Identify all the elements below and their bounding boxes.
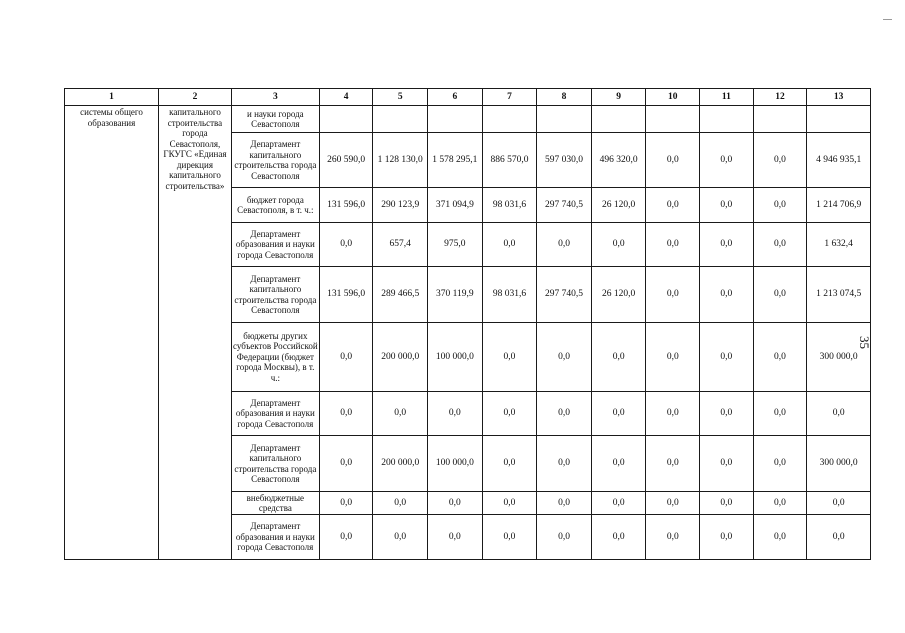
value-cell: 0,0 bbox=[319, 515, 373, 560]
header-cell: 10 bbox=[646, 89, 700, 106]
value-cell bbox=[646, 106, 700, 133]
value-cell: 657,4 bbox=[373, 223, 428, 267]
value-cell: 260 590,0 bbox=[319, 133, 373, 188]
value-cell: 1 213 074,5 bbox=[807, 267, 871, 323]
value-cell: 26 120,0 bbox=[591, 267, 646, 323]
value-cell: 0,0 bbox=[646, 323, 700, 392]
value-cell: 0,0 bbox=[591, 436, 646, 492]
funding-source-cell: бюджет города Севастополя, в т. ч.: bbox=[231, 188, 319, 223]
value-cell: 0,0 bbox=[482, 323, 537, 392]
value-cell: 98 031,6 bbox=[482, 188, 537, 223]
value-cell: 0,0 bbox=[319, 436, 373, 492]
value-cell bbox=[753, 106, 807, 133]
value-cell: 0,0 bbox=[428, 515, 483, 560]
header-cell: 9 bbox=[591, 89, 646, 106]
value-cell: 0,0 bbox=[537, 223, 592, 267]
value-cell: 0,0 bbox=[428, 392, 483, 436]
value-cell: 0,0 bbox=[753, 492, 807, 515]
value-cell: 0,0 bbox=[646, 133, 700, 188]
header-cell: 12 bbox=[753, 89, 807, 106]
value-cell: 0,0 bbox=[646, 492, 700, 515]
value-cell: 886 570,0 bbox=[482, 133, 537, 188]
funding-source-cell: Департамент образования и науки города Севастополя bbox=[231, 223, 319, 267]
value-cell: 0,0 bbox=[807, 515, 871, 560]
value-cell: 0,0 bbox=[700, 267, 754, 323]
value-cell: 0,0 bbox=[482, 515, 537, 560]
table-row bbox=[65, 106, 871, 133]
value-cell: 200 000,0 bbox=[373, 323, 428, 392]
value-cell: 0,0 bbox=[646, 267, 700, 323]
value-cell bbox=[591, 106, 646, 133]
value-cell: 0,0 bbox=[807, 392, 871, 436]
value-cell: 0,0 bbox=[700, 515, 754, 560]
program-name-cell: системы общего образования bbox=[65, 106, 159, 560]
value-cell: 297 740,5 bbox=[537, 267, 592, 323]
funding-source-cell: Департамент образования и науки города Севастополя bbox=[231, 392, 319, 436]
funding-source-cell: Департамент образования и науки города Севастополя bbox=[231, 515, 319, 560]
value-cell: 0,0 bbox=[700, 323, 754, 392]
header-cell: 5 bbox=[373, 89, 428, 106]
funding-source-cell: бюджеты других субъектов Российской Федерации (бюджет города Москвы), в т. ч.: bbox=[231, 323, 319, 392]
value-cell: 0,0 bbox=[482, 436, 537, 492]
value-cell: 0,0 bbox=[428, 492, 483, 515]
value-cell: 131 596,0 bbox=[319, 267, 373, 323]
value-cell: 0,0 bbox=[753, 188, 807, 223]
header-cell: 4 bbox=[319, 89, 373, 106]
value-cell: 300 000,0 bbox=[807, 323, 871, 392]
value-cell: 0,0 bbox=[591, 223, 646, 267]
value-cell: 0,0 bbox=[319, 223, 373, 267]
value-cell: 0,0 bbox=[753, 323, 807, 392]
value-cell: 289 466,5 bbox=[373, 267, 428, 323]
funding-source-cell: и науки города Севастополя bbox=[231, 106, 319, 133]
header-cell: 8 bbox=[537, 89, 592, 106]
value-cell bbox=[807, 106, 871, 133]
value-cell: 0,0 bbox=[482, 392, 537, 436]
value-cell: 0,0 bbox=[646, 188, 700, 223]
value-cell: 1 578 295,1 bbox=[428, 133, 483, 188]
header-cell: 1 bbox=[65, 89, 159, 106]
value-cell: 4 946 935,1 bbox=[807, 133, 871, 188]
value-cell: 371 094,9 bbox=[428, 188, 483, 223]
value-cell: 1 632,4 bbox=[807, 223, 871, 267]
value-cell: 975,0 bbox=[428, 223, 483, 267]
table-body bbox=[65, 89, 871, 560]
header-cell: 6 bbox=[428, 89, 483, 106]
header-cell: 13 bbox=[807, 89, 871, 106]
value-cell: 0,0 bbox=[753, 223, 807, 267]
value-cell: 98 031,6 bbox=[482, 267, 537, 323]
value-cell: 297 740,5 bbox=[537, 188, 592, 223]
value-cell: 0,0 bbox=[373, 515, 428, 560]
value-cell: 0,0 bbox=[646, 436, 700, 492]
value-cell: 0,0 bbox=[646, 223, 700, 267]
value-cell: 1 214 706,9 bbox=[807, 188, 871, 223]
value-cell: 0,0 bbox=[591, 515, 646, 560]
value-cell: 26 120,0 bbox=[591, 188, 646, 223]
value-cell: 597 030,0 bbox=[537, 133, 592, 188]
value-cell: 0,0 bbox=[591, 392, 646, 436]
funding-source-cell: Департамент капитального строительства города Севастополя bbox=[231, 133, 319, 188]
value-cell: 0,0 bbox=[319, 492, 373, 515]
value-cell: 0,0 bbox=[537, 436, 592, 492]
value-cell: 0,0 bbox=[753, 267, 807, 323]
value-cell: 0,0 bbox=[319, 323, 373, 392]
value-cell: 0,0 bbox=[700, 492, 754, 515]
value-cell: 1 128 130,0 bbox=[373, 133, 428, 188]
value-cell bbox=[537, 106, 592, 133]
value-cell: 0,0 bbox=[700, 133, 754, 188]
value-cell: 0,0 bbox=[319, 392, 373, 436]
value-cell: 100 000,0 bbox=[428, 323, 483, 392]
table-header-row bbox=[65, 89, 871, 106]
value-cell: 0,0 bbox=[646, 515, 700, 560]
scan-mark bbox=[883, 19, 892, 20]
value-cell bbox=[428, 106, 483, 133]
value-cell: 0,0 bbox=[807, 492, 871, 515]
value-cell: 0,0 bbox=[753, 436, 807, 492]
page-number: 35 bbox=[857, 336, 872, 349]
value-cell: 0,0 bbox=[373, 392, 428, 436]
value-cell: 0,0 bbox=[700, 436, 754, 492]
header-cell: 3 bbox=[231, 89, 319, 106]
value-cell: 0,0 bbox=[700, 223, 754, 267]
header-cell: 11 bbox=[700, 89, 754, 106]
value-cell bbox=[700, 106, 754, 133]
funding-source-cell: Департамент капитального строительства города Севастополя bbox=[231, 436, 319, 492]
value-cell: 370 119,9 bbox=[428, 267, 483, 323]
value-cell bbox=[482, 106, 537, 133]
value-cell: 0,0 bbox=[482, 223, 537, 267]
executor-cell: капитального строительства города Севастополя, ГКУГС «Единая дирекция капитального строительства» bbox=[159, 106, 232, 560]
value-cell: 0,0 bbox=[753, 392, 807, 436]
value-cell: 0,0 bbox=[537, 392, 592, 436]
funding-source-cell: внебюджетные средства bbox=[231, 492, 319, 515]
value-cell: 300 000,0 bbox=[807, 436, 871, 492]
value-cell: 0,0 bbox=[753, 515, 807, 560]
value-cell: 0,0 bbox=[646, 392, 700, 436]
value-cell: 0,0 bbox=[537, 323, 592, 392]
value-cell: 0,0 bbox=[753, 133, 807, 188]
funding-source-cell: Департамент капитального строительства города Севастополя bbox=[231, 267, 319, 323]
value-cell: 200 000,0 bbox=[373, 436, 428, 492]
value-cell: 100 000,0 bbox=[428, 436, 483, 492]
value-cell: 290 123,9 bbox=[373, 188, 428, 223]
value-cell bbox=[319, 106, 373, 133]
header-cell: 2 bbox=[159, 89, 232, 106]
value-cell: 0,0 bbox=[537, 515, 592, 560]
value-cell: 131 596,0 bbox=[319, 188, 373, 223]
value-cell: 0,0 bbox=[373, 492, 428, 515]
value-cell bbox=[373, 106, 428, 133]
value-cell: 0,0 bbox=[591, 323, 646, 392]
value-cell: 0,0 bbox=[700, 188, 754, 223]
value-cell: 0,0 bbox=[482, 492, 537, 515]
value-cell: 0,0 bbox=[591, 492, 646, 515]
budget-table bbox=[64, 88, 871, 560]
value-cell: 0,0 bbox=[700, 392, 754, 436]
value-cell: 0,0 bbox=[537, 492, 592, 515]
header-cell: 7 bbox=[482, 89, 537, 106]
value-cell: 496 320,0 bbox=[591, 133, 646, 188]
